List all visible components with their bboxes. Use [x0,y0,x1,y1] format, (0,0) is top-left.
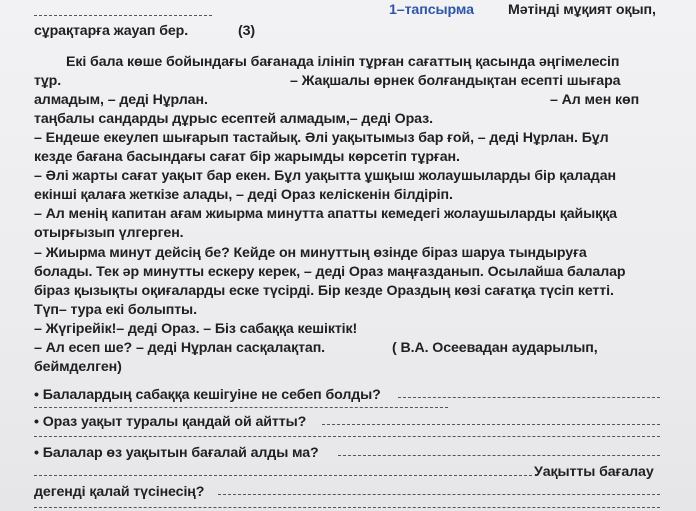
story-line: алмадым, – деді Нұрлан. [34,92,208,108]
answer-line-1a[interactable] [398,397,660,398]
header-answer-line [34,15,212,16]
story-line: екінші қалаға жеткізе алады, – деді Ораз келіскенін білдіріп. [34,187,453,203]
answer-line-3b[interactable] [34,475,532,476]
story-line: таңбалы сандарды дұрыс есептей алмадым,– деді Ораз. [34,111,433,127]
question-3: • Балалар өз уақытын бағалай алды ма? [34,445,319,462]
instruction-text-continued: сұрақтарға жауап бер. [34,23,189,39]
story-line: – Ал есеп ше? – деді Нұрлан сасқалақтап. [34,340,326,356]
story-line: біраз қызықты оқиғаларды еске түсірді. Бір кезде Ораздың көзі сағатқа түсіп кетті. [34,283,614,299]
question-2: • Ораз уақыт туралы қандай ой айтты? [34,414,306,431]
story-line: кезде бағана басындағы сағат бір жарымды көрсетіп тұрған. [34,149,460,165]
story-line: Түп– тура екі болыпты. [34,302,197,318]
answer-line-4b[interactable] [34,507,660,508]
story-line: – Жүгірейік!– деді Ораз. – Біз сабаққа кешіктік! [34,321,358,337]
story-line: отырғызып үлгерген. [34,225,184,241]
answer-line-2b[interactable] [34,436,660,437]
points-label: (3) [238,23,256,39]
answer-line-2a[interactable] [322,424,660,425]
answer-line-3a[interactable] [338,455,660,456]
story-line: – Ал мен көп [550,92,640,108]
story-line: – Ендеше екеулеп шығарып тастайық. Әлі уақытымыз бар ғой, – деді Нұрлан. Бұл [34,130,609,146]
answer-line-1b[interactable] [34,407,448,408]
story-line: болады. Тек әр минутты ескеру керек, – деді Ораз маңғазданып. Осылайша балалар [34,264,626,280]
story-line: тұр. [34,73,62,89]
story-line: – Жиырма минут дейсің бе? Кейде он минуттың өзінде біраз шаруа тындыруға [34,245,587,261]
story-line: – Ал менің капитан ағам жиырма минутта апатты кемедегі жолаушыларды қайыққа [34,206,617,222]
source-citation: ( В.А. Осеевадан аударылып, [392,340,598,356]
instruction-text: Мәтінді мұқият оқып, [508,2,656,18]
source-citation-continued: беймделген) [34,359,122,375]
story-line: – Әлі жарты сағат уақыт бар екен. Бұл уақытта ұшқыш жолаушыларды бір қаладан [34,168,616,184]
task-label: 1–тапсырма [389,2,474,18]
answer-line-4a[interactable] [218,494,660,495]
question-4: Уақытты бағалау [534,464,654,480]
story-line: – Жақшалы өрнек болғандықтан есепті шығара [290,73,621,89]
question-1: • Балалардың сабаққа кешігуіне не себеп болды? [34,387,381,404]
story-line: Екі бала көше бойындағы бағанада ілініп тұрған сағаттың қасында әңгімелесіп [66,54,620,70]
question-4-continued: дегенді қалай түсінесің? [34,484,205,500]
